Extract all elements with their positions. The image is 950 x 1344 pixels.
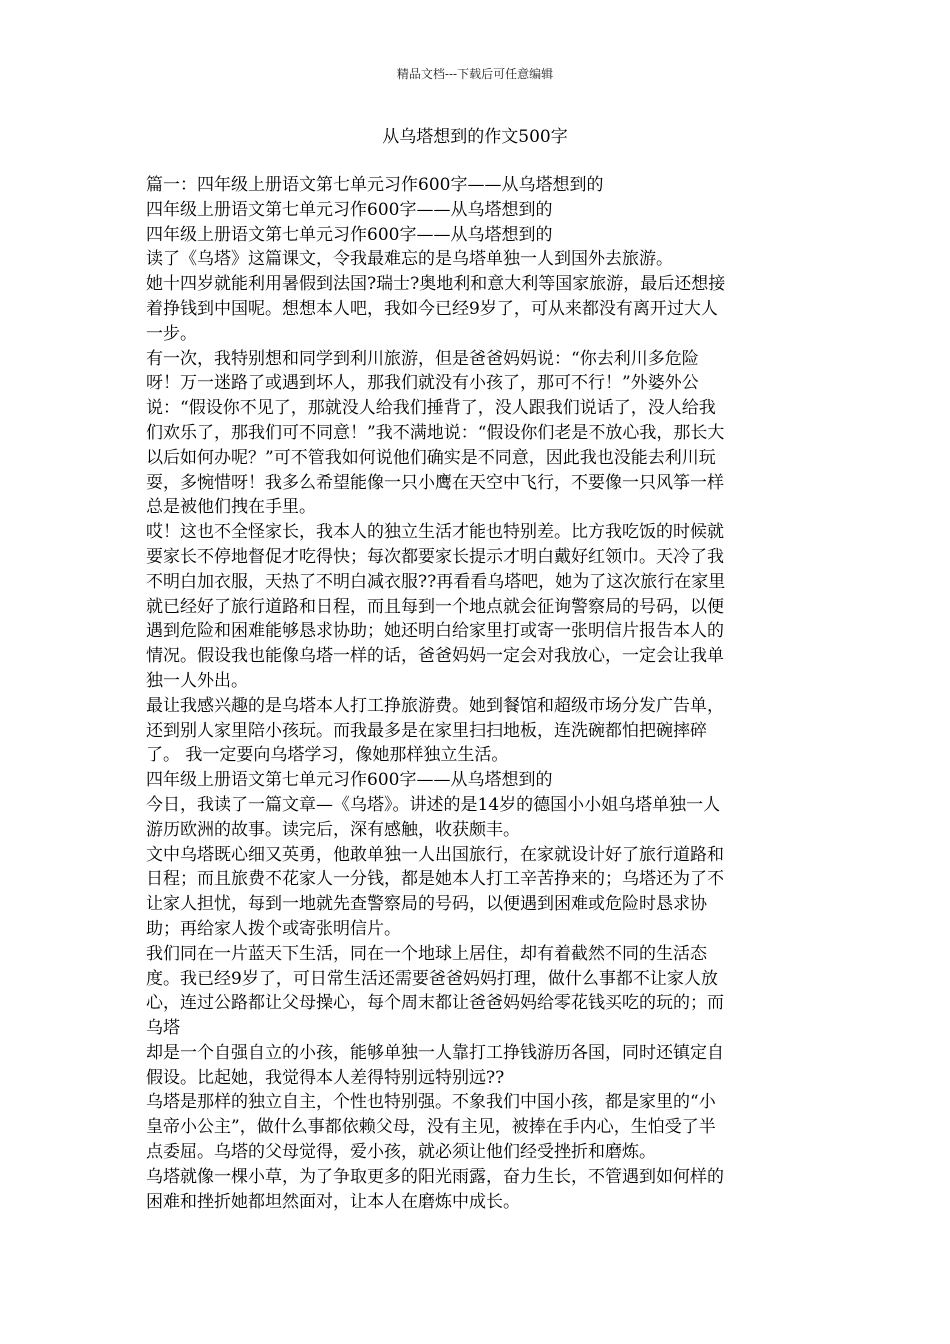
text-line: 让家人担忧，每到一地就先查警察局的号码，以便遇到困难或危险时恳求协: [146, 894, 707, 915]
text-line: 却是一个自强自立的小孩，能够单独一人靠打工挣钱游历各国，同时还镇定自: [146, 1042, 724, 1063]
paragraph: [146, 768, 810, 793]
page-header: 精品文档---下载后可任意编辑: [396, 67, 554, 81]
paragraph: [146, 173, 810, 198]
text-line: 度。我已经9岁了，可日常生活还需要爸爸妈妈打理，做什么事都不让家人放: [146, 968, 718, 989]
text-line: 最让我感兴趣的是乌塔本人打工挣旅游费。她到餐馆和超级市场分发广告单，: [146, 695, 724, 716]
text-line: 总是被他们拽在手里。: [146, 497, 316, 518]
text-line: 文中乌塔既心细又英勇，他敢单独一人出国旅行，在家就设计好了旅行道路和: [146, 844, 724, 865]
paragraph: [146, 272, 810, 346]
text-line: 说：“假设你不见了，那就没人给我们捶背了，没人跟我们说话了，没人给我: [146, 398, 716, 419]
text-line: 们欢乐了，那我们可不同意！”我不满地说：“假设你们老是不放心我，那长大: [146, 422, 725, 443]
text-line: 四年级上册语文第七单元习作600字——从乌塔想到的: [146, 224, 553, 245]
text-line: 耍，多惋惜呀！我多么希望能像一只小鹰在天空中飞行，不要像一只风筝一样: [146, 472, 724, 493]
paragraph: [146, 223, 810, 248]
text-line: 困难和挫折她都坦然面对，让本人在磨炼中成长。: [146, 1191, 520, 1212]
text-line: 假设。比起她，我觉得本人差得特别远特别远??: [146, 1067, 505, 1088]
text-line: 遇到危险和困难能够恳求协助；她还明白给家里打或寄一张明信片报告本人的: [146, 621, 724, 642]
text-line: 乌塔是那样的独立自主，个性也特别强。不象我们中国小孩，都是家里的“小: [146, 1092, 716, 1113]
text-line: 呀！万一迷路了或遇到坏人，那我们就没有小孩了，那可不行！”外婆外公: [146, 373, 699, 394]
text-line: 有一次，我特别想和同学到利川旅游，但是爸爸妈妈说：“你去利川多危险: [146, 348, 699, 369]
text-line: 独一人外出。: [146, 670, 248, 691]
paragraph: [146, 793, 810, 843]
text-line: 不明白加衣服，天热了不明白减衣服??再看看乌塔吧，她为了这次旅行在家里: [146, 571, 726, 592]
paragraph: [146, 1165, 810, 1215]
text-line: 点委屈。乌塔的父母觉得，爱小孩，就必须让他们经受挫折和磨炼。: [146, 1142, 656, 1163]
document-body: [146, 173, 810, 1214]
document-title: 从乌塔想到的作文500字: [382, 127, 568, 147]
text-line: 要家长不停地督促才吃得快；每次都要家长提示才明白戴好红领巾。天冷了我: [146, 546, 724, 567]
text-line: 她十四岁就能利用暑假到法国?瑞士?奥地利和意大利等国家旅游，最后还想接: [146, 274, 726, 295]
text-line: 哎！这也不全怪家长，我本人的独立生活才能也特别差。比方我吃饭的时候就: [146, 522, 724, 543]
text-line: 篇一：四年级上册语文第七单元习作600字——从乌塔想到的: [146, 175, 604, 195]
text-line: 日程；而且旅费不花家人一分钱，都是她本人打工辛苦挣来的；乌塔还为了不: [146, 869, 724, 890]
text-line: 读了《乌塔》这篇课文，令我最难忘的是乌塔单独一人到国外去旅游。: [146, 249, 673, 270]
paragraph: [146, 247, 810, 272]
text-line: 了。 我一定要向乌塔学习，像她那样独立生活。: [146, 745, 509, 766]
paragraph: [146, 942, 810, 1041]
paragraph: [146, 198, 810, 223]
text-line: 助；再给家人拨个或寄张明信片。: [146, 918, 401, 939]
paragraph: [146, 694, 810, 768]
text-line: 一步。: [146, 323, 197, 344]
text-line: 游历欧洲的故事。读完后，深有感触，收获颇丰。: [146, 819, 520, 840]
text-line: 四年级上册语文第七单元习作600字——从乌塔想到的: [146, 770, 553, 791]
text-line: 皇帝小公主”，做什么事都依赖父母，没有主见，被捧在手内心，生怕受了半: [146, 1117, 716, 1138]
paragraph: [146, 1041, 810, 1091]
text-line: 乌塔就像一棵小草，为了争取更多的阳光雨露，奋力生长，不管遇到如何样的: [146, 1166, 724, 1187]
text-line: 着挣钱到中国呢。想想本人吧，我如今已经9岁了，可从来都没有离开过大人: [146, 298, 718, 319]
text-line: 我们同在一片蓝天下生活，同在一个地球上居住，却有着截然不同的生活态: [146, 943, 707, 964]
text-line: 情况。假设我也能像乌塔一样的话，爸爸妈妈一定会对我放心，一定会让我单: [146, 646, 724, 667]
paragraph: [146, 347, 810, 521]
text-line: 心，连过公路都让父母操心，每个周末都让爸爸妈妈给零花钱买吃的玩的；而: [146, 993, 724, 1014]
text-line: 就已经好了旅行道路和日程，而且每到一个地点就会征询警察局的号码，以便: [146, 596, 724, 617]
text-line: 还到别人家里陪小孩玩。而我最多是在家里扫扫地板，连洗碗都怕把碗摔碎: [146, 720, 707, 741]
text-line: 四年级上册语文第七单元习作600字——从乌塔想到的: [146, 199, 553, 220]
text-line: 以后如何办呢？”可不管我如何说他们确实是不同意，因此我也没能去利川玩: [146, 447, 716, 468]
paragraph: [146, 843, 810, 942]
text-line: 乌塔: [146, 1018, 180, 1039]
text-line: 今日，我读了一篇文章—《乌塔》。讲述的是14岁的德国小小姐乌塔单独一人: [146, 794, 721, 815]
paragraph: [146, 1090, 810, 1164]
paragraph: [146, 520, 810, 694]
